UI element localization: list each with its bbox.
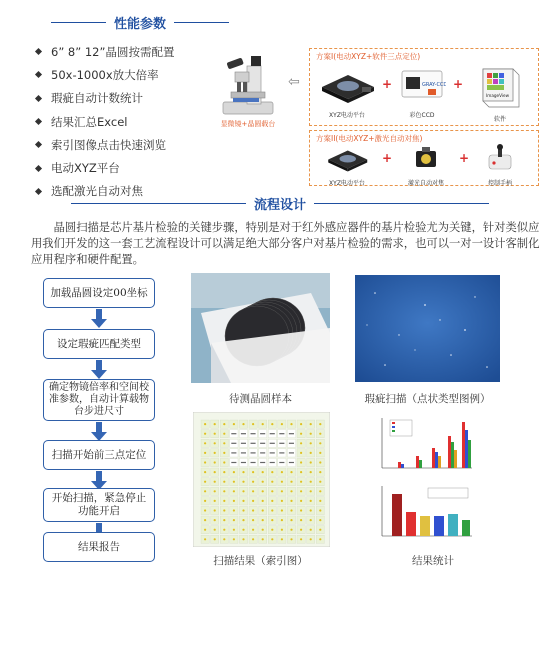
index-grid-marker: [290, 423, 292, 425]
index-grid-marker: [290, 490, 292, 492]
index-grid-value: [231, 433, 236, 434]
plus-icon: +: [459, 151, 470, 165]
index-grid-marker: [319, 471, 321, 473]
index-grid-marker: [281, 423, 283, 425]
index-grid-marker: [233, 490, 235, 492]
software-brand-label: ImageView: [486, 93, 510, 98]
index-grid-marker: [252, 471, 254, 473]
software-box-icon: [477, 63, 523, 109]
index-grid-marker: [252, 481, 254, 483]
index-grid-marker: [300, 509, 302, 511]
feature-item: 索引图像点击快速浏览: [36, 133, 211, 156]
index-grid-marker: [223, 423, 225, 425]
index-grid-marker: [242, 423, 244, 425]
index-grid-value: [260, 433, 265, 434]
index-grid-marker: [310, 461, 312, 463]
feature-item: 6” 8” 12”晶圆按需配置: [36, 40, 211, 63]
defect-scan-image: [355, 275, 500, 382]
xyz-stage-item: [316, 143, 378, 187]
flow-step: 结果报告: [43, 532, 155, 562]
index-grid-marker: [204, 500, 206, 502]
laser-focus-icon: [410, 143, 442, 173]
index-grid-marker: [252, 529, 254, 531]
index-grid-marker: [262, 509, 264, 511]
arrow-left-icon: ⇦: [288, 74, 300, 90]
index-grid-marker: [233, 529, 235, 531]
wafer-carrier-image: [191, 273, 330, 383]
index-grid-chart: [193, 412, 330, 547]
joystick-label: 控制手柄: [487, 180, 512, 187]
index-grid-marker: [233, 500, 235, 502]
ccd-label: 彩色CCD: [409, 112, 435, 119]
index-grid-marker: [214, 500, 216, 502]
index-grid-marker: [204, 442, 206, 444]
index-grid-marker: [204, 433, 206, 435]
index-grid-marker: [233, 481, 235, 483]
index-grid-marker: [310, 481, 312, 483]
title-divider: [314, 203, 489, 204]
index-grid-marker: [262, 481, 264, 483]
index-grid-marker: [271, 471, 273, 473]
index-grid-marker: [204, 423, 206, 425]
flow-step: 扫描开始前三点定位: [43, 440, 155, 470]
index-grid-marker: [281, 481, 283, 483]
index-grid-marker: [290, 519, 292, 521]
index-grid-marker: [242, 519, 244, 521]
index-grid-value: [231, 462, 236, 463]
index-grid-marker: [300, 490, 302, 492]
index-grid-marker: [271, 500, 273, 502]
index-grid-marker: [252, 519, 254, 521]
joystick-item: [474, 143, 526, 187]
index-grid-marker: [300, 538, 302, 540]
index-grid-marker: [223, 500, 225, 502]
index-grid-marker: [242, 490, 244, 492]
feature-item: 50x-1000x放大倍率: [36, 63, 211, 86]
index-grid-marker: [233, 423, 235, 425]
index-grid-marker: [271, 509, 273, 511]
index-grid-marker: [214, 490, 216, 492]
index-grid-marker: [319, 519, 321, 521]
index-grid-marker: [214, 481, 216, 483]
index-grid-marker: [281, 490, 283, 492]
index-grid-marker: [262, 471, 264, 473]
index-grid-marker: [300, 423, 302, 425]
index-grid-marker: [242, 481, 244, 483]
index-grid-marker: [319, 461, 321, 463]
index-grid-marker: [223, 490, 225, 492]
index-grid-marker: [300, 461, 302, 463]
title-divider: [71, 203, 246, 204]
index-grid-value: [251, 452, 256, 453]
index-grid-marker: [262, 529, 264, 531]
index-grid-marker: [214, 471, 216, 473]
xyz-stage-icon: [319, 143, 375, 173]
laser-af-item: [396, 143, 456, 187]
result-stats-chart: [368, 410, 498, 548]
index-grid-value: [260, 443, 265, 444]
index-grid-marker: [204, 471, 206, 473]
index-grid-marker: [204, 481, 206, 483]
index-map-image: [193, 412, 330, 547]
index-grid-value: [289, 443, 294, 444]
index-grid-marker: [271, 490, 273, 492]
index-grid-marker: [319, 481, 321, 483]
index-grid-marker: [262, 423, 264, 425]
section-title-text: 流程设计: [253, 197, 306, 213]
defect-scan-photo: [355, 275, 500, 382]
defect-scan-caption: 瑕疵扫描（点状类型图例）: [364, 393, 491, 405]
index-grid-marker: [310, 519, 312, 521]
index-grid-marker: [310, 529, 312, 531]
index-grid-marker: [290, 538, 292, 540]
down-arrow-icon: [91, 422, 107, 442]
bullet-icon: [35, 95, 42, 102]
stats-caption: 结果统计: [412, 555, 454, 567]
feature-list: [36, 40, 211, 203]
feature-item: 瑕疵自动计数统计: [36, 87, 211, 110]
index-grid-marker: [223, 519, 225, 521]
index-grid-value: [241, 452, 246, 453]
plus-icon: +: [453, 77, 464, 91]
index-grid-marker: [281, 471, 283, 473]
index-grid-value: [279, 433, 284, 434]
index-grid-marker: [223, 433, 225, 435]
index-grid-marker: [281, 519, 283, 521]
index-grid-value: [289, 433, 294, 434]
index-grid-marker: [300, 529, 302, 531]
index-grid-marker: [223, 461, 225, 463]
index-grid-marker: [204, 461, 206, 463]
index-grid-marker: [319, 500, 321, 502]
index-grid-marker: [271, 538, 273, 540]
index-grid-marker: [242, 471, 244, 473]
scheme-1-title: 方案I(电动XYZ+软件三点定位): [316, 52, 421, 61]
index-grid-marker: [310, 509, 312, 511]
index-grid-marker: [214, 529, 216, 531]
index-grid-marker: [319, 529, 321, 531]
index-grid-marker: [242, 529, 244, 531]
bullet-icon: [35, 165, 42, 172]
index-grid-marker: [242, 509, 244, 511]
index-grid-marker: [214, 423, 216, 425]
index-grid-marker: [204, 538, 206, 540]
microscope-caption: 显微镜+晶圆载台: [220, 120, 276, 128]
index-grid-marker: [300, 481, 302, 483]
flow-step: 确定物镜倍率和空间校准参数，自动计算载物台步进尺寸: [43, 379, 155, 421]
index-grid-marker: [214, 452, 216, 454]
index-grid-marker: [204, 490, 206, 492]
software-label: 软件: [493, 116, 506, 123]
index-grid-marker: [223, 442, 225, 444]
index-grid-value: [260, 462, 265, 463]
index-grid-marker: [271, 423, 273, 425]
index-grid-marker: [319, 433, 321, 435]
xyz-stage-item: [316, 65, 378, 119]
index-grid-marker: [300, 452, 302, 454]
feature-item: 结果汇总Excel: [36, 110, 211, 133]
section-title-text: 性能参数: [113, 16, 166, 32]
index-grid-value: [241, 443, 246, 444]
index-grid-marker: [290, 529, 292, 531]
index-grid-marker: [310, 500, 312, 502]
microscope-icon: [217, 52, 279, 118]
index-grid-value: [270, 462, 275, 463]
index-grid-value: [279, 443, 284, 444]
index-grid-marker: [252, 423, 254, 425]
wafer-sample-photo: [191, 273, 330, 383]
index-grid-value: [270, 452, 275, 453]
index-grid-marker: [300, 471, 302, 473]
bullet-icon: [35, 48, 42, 55]
index-grid-marker: [290, 500, 292, 502]
ccd-camera-icon: [398, 65, 446, 105]
index-grid-marker: [252, 500, 254, 502]
ccd-item: [396, 65, 448, 119]
index-grid-value: [270, 443, 275, 444]
down-arrow-icon: [91, 309, 107, 329]
index-grid-value: [251, 433, 256, 434]
ccd-brand-label: GRAY-CCD: [422, 82, 446, 88]
plus-icon: +: [382, 151, 393, 165]
index-grid-marker: [223, 529, 225, 531]
index-grid-marker: [310, 423, 312, 425]
index-grid-marker: [242, 500, 244, 502]
configuration-diagram: [217, 44, 539, 190]
index-grid-marker: [214, 538, 216, 540]
flow-step: 开始扫描，紧急停止功能开启: [43, 488, 155, 522]
intro-paragraph: 晶圆扫描是芯片基片检验的关键步骤，特别是对于红外感应器件的基片检验尤为关键，针对类似应用我们开发的这一套工艺流程设计可以满足绝大部分客户对基片检验的需求，也可以一对一设计客制化应用程序和硬件配置。: [31, 221, 540, 266]
index-grid-marker: [319, 452, 321, 454]
xyz-stage-label: XYZ电动平台: [329, 112, 365, 119]
index-grid-marker: [310, 471, 312, 473]
index-grid-marker: [262, 538, 264, 540]
flow-step: 加载晶圆设定00坐标: [43, 278, 155, 308]
index-grid-value: [270, 433, 275, 434]
scheme-2-panel: [309, 130, 539, 186]
index-grid-marker: [223, 452, 225, 454]
index-grid-marker: [271, 529, 273, 531]
section-title-performance: [40, 13, 240, 31]
index-grid-marker: [281, 538, 283, 540]
bullet-icon: [35, 141, 42, 148]
index-grid-value: [260, 452, 265, 453]
index-map-caption: 扫描结果（索引图）: [213, 555, 308, 567]
index-grid-marker: [310, 490, 312, 492]
index-grid-marker: [214, 461, 216, 463]
stats-charts-image: [368, 410, 498, 548]
index-grid-marker: [271, 481, 273, 483]
index-grid-marker: [214, 442, 216, 444]
bullet-icon: [35, 118, 42, 125]
index-grid-marker: [300, 442, 302, 444]
index-grid-value: [231, 452, 236, 453]
section-title-process: [40, 194, 520, 212]
title-divider: [174, 22, 229, 23]
index-grid-marker: [214, 519, 216, 521]
index-grid-marker: [204, 519, 206, 521]
index-grid-marker: [319, 442, 321, 444]
index-grid-marker: [281, 509, 283, 511]
index-grid-marker: [242, 538, 244, 540]
index-grid-marker: [223, 509, 225, 511]
index-grid-value: [279, 462, 284, 463]
index-grid-marker: [223, 471, 225, 473]
bullet-icon: [35, 71, 42, 78]
scheme-1-panel: [309, 48, 539, 126]
index-grid-marker: [262, 500, 264, 502]
index-grid-value: [241, 462, 246, 463]
index-grid-marker: [300, 433, 302, 435]
index-grid-marker: [204, 509, 206, 511]
down-arrow-icon: [91, 360, 107, 380]
title-divider: [51, 22, 106, 23]
index-grid-marker: [300, 500, 302, 502]
index-grid-marker: [290, 509, 292, 511]
microscope-image: [217, 52, 279, 172]
index-grid-marker: [300, 519, 302, 521]
index-grid-value: [251, 462, 256, 463]
laser-af-label: 激光自动对焦: [407, 180, 444, 187]
index-grid-marker: [223, 481, 225, 483]
joystick-icon: [485, 143, 515, 173]
index-grid-marker: [319, 490, 321, 492]
index-grid-value: [231, 443, 236, 444]
wafer-sample-caption: 待测晶圆样本: [229, 393, 292, 405]
index-grid-marker: [233, 519, 235, 521]
index-grid-marker: [223, 538, 225, 540]
index-grid-marker: [319, 538, 321, 540]
index-grid-marker: [233, 471, 235, 473]
index-grid-value: [289, 452, 294, 453]
index-grid-marker: [319, 509, 321, 511]
index-grid-marker: [271, 519, 273, 521]
index-grid-marker: [252, 490, 254, 492]
index-grid-marker: [214, 509, 216, 511]
scheme-2-title: 方案II(电动XYZ+激光自动对焦): [316, 134, 423, 143]
index-grid-marker: [262, 519, 264, 521]
index-grid-marker: [310, 433, 312, 435]
index-grid-marker: [204, 452, 206, 454]
index-grid-marker: [252, 538, 254, 540]
index-grid-marker: [319, 423, 321, 425]
flow-step: 设定瑕疵匹配类型: [43, 329, 155, 359]
index-grid-marker: [310, 452, 312, 454]
index-grid-marker: [262, 490, 264, 492]
index-grid-value: [251, 443, 256, 444]
index-grid-marker: [233, 538, 235, 540]
index-grid-marker: [281, 500, 283, 502]
index-grid-marker: [290, 471, 292, 473]
index-grid-marker: [252, 509, 254, 511]
xyz-stage-icon: [318, 65, 376, 105]
index-grid-marker: [233, 509, 235, 511]
index-grid-marker: [290, 481, 292, 483]
index-grid-value: [289, 462, 294, 463]
index-grid-value: [279, 452, 284, 453]
plus-icon: +: [382, 77, 393, 91]
index-grid-marker: [281, 529, 283, 531]
xyz-stage-label: XYZ电动平台: [329, 180, 365, 187]
index-grid-marker: [310, 538, 312, 540]
index-grid-value: [241, 433, 246, 434]
index-grid-marker: [214, 433, 216, 435]
index-grid-marker: [204, 529, 206, 531]
feature-item: 选配激光自动对焦: [36, 180, 211, 203]
index-grid-marker: [310, 442, 312, 444]
feature-item: 电动XYZ平台: [36, 156, 211, 179]
software-item: [468, 63, 532, 123]
